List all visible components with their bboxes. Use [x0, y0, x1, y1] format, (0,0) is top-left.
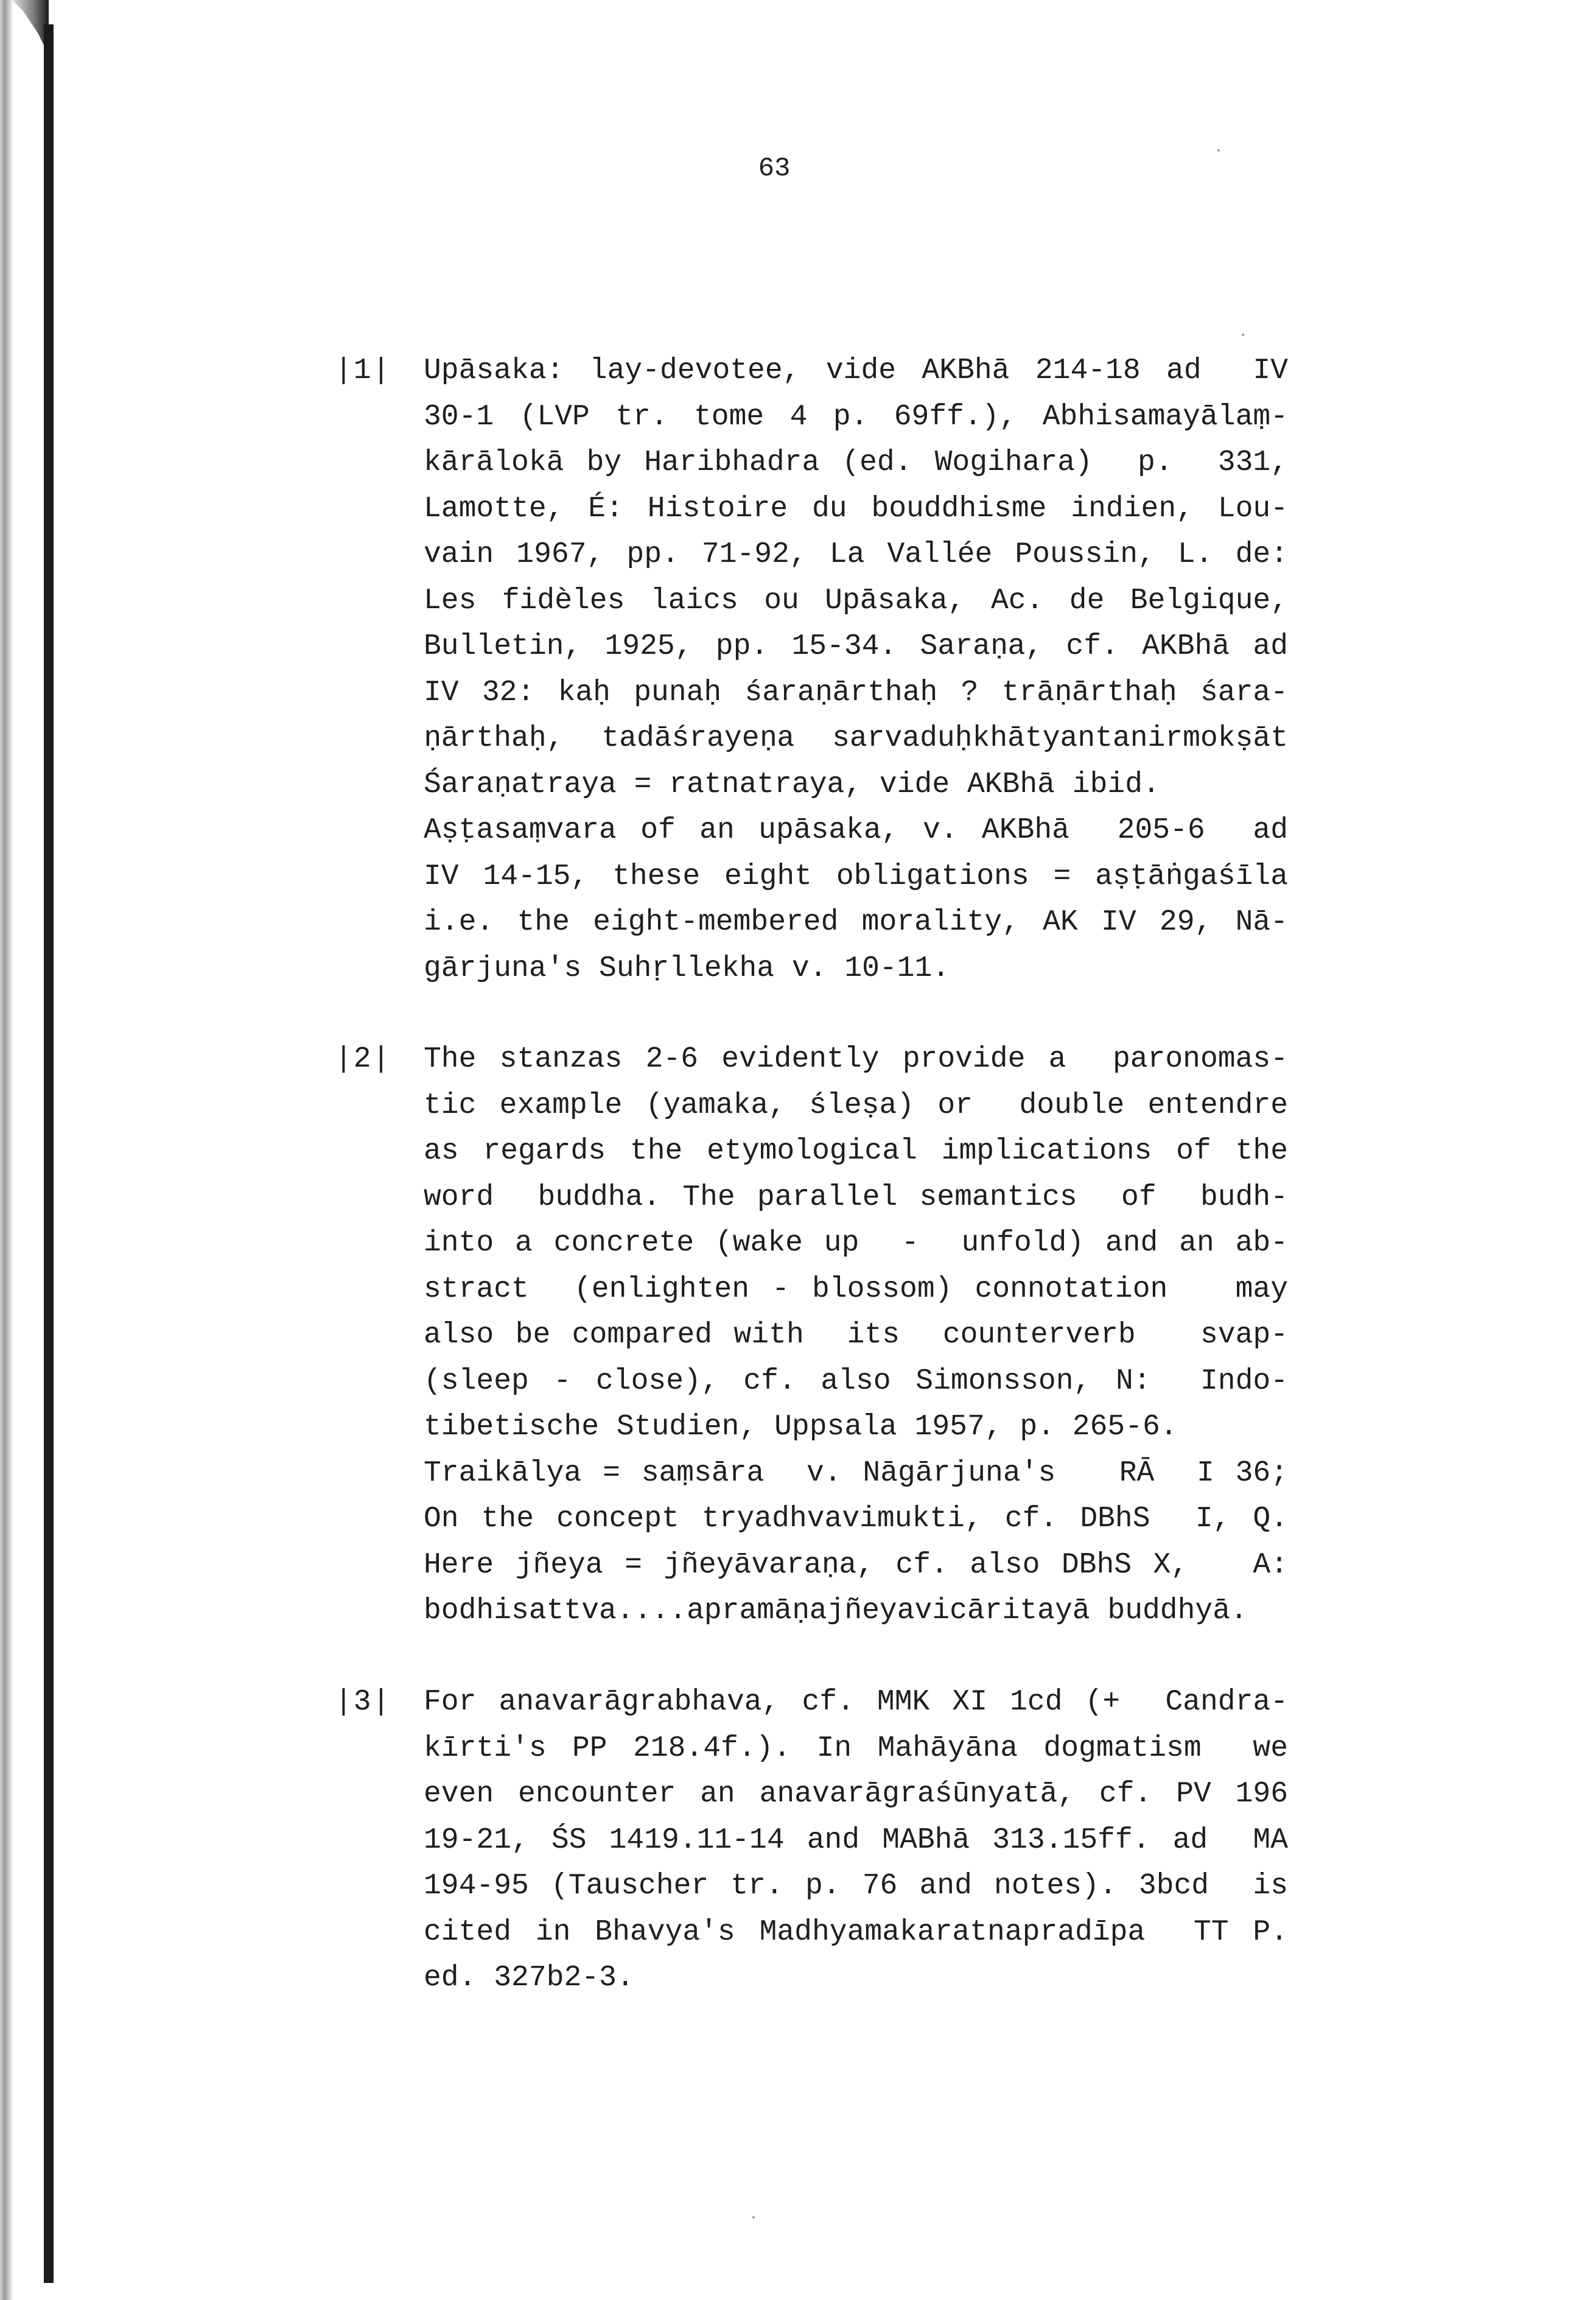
- text-line: IV 14-15, these eight obligations = aṣṭāṅgaśīla: [424, 860, 1288, 893]
- text-line: kīrti's PP 218.4f.). In Mahāyāna dogmatism we: [424, 1731, 1288, 1765]
- footnote-marker: |2|: [335, 1043, 391, 1076]
- binding-edge: [0, 0, 13, 2300]
- text-line: ṇārthaḥ, tadāśrayeṇa sarvaduḥkhātyantanirmokṣāt: [424, 722, 1288, 755]
- text-line: Bulletin, 1925, pp. 15-34. Saraṇa, cf. AKBhā ad: [424, 630, 1288, 663]
- scan-speck: [1242, 334, 1244, 336]
- footnote-marker: |1|: [335, 354, 391, 387]
- text-line: cited in Bhavya's Madhyamakaratnapradīpa TT P.: [424, 1915, 1288, 1949]
- text-line: stract (enlighten - blossom) connotation may: [424, 1272, 1288, 1306]
- text-line: 30-1 (LVP tr. tome 4 p. 69ff.), Abhisamayālaṃ-: [424, 400, 1288, 433]
- text-line: 194-95 (Tauscher tr. p. 76 and notes). 3bcd is: [424, 1870, 1288, 1902]
- text-line: even encounter an anavarāgraśūnyatā, cf. PV 196: [424, 1778, 1288, 1811]
- footnote-text: [424, 1680, 1288, 2002]
- text-line: On the concept tryadhvavimukti, cf. DBhS I, Q.: [424, 1502, 1288, 1535]
- text-line: ed. 327b2-3.: [424, 1962, 634, 1994]
- scan-speck: [1217, 149, 1220, 152]
- text-line: tic example (yamaka, śleṣa) or double entendre: [424, 1089, 1288, 1122]
- footnote-marker: |3|: [335, 1686, 391, 1719]
- text-line: (sleep - close), cf. also Simonsson, N: Indo-: [424, 1364, 1288, 1398]
- text-line: IV 32: kaḥ punaḥ śaraṇārthaḥ ? trāṇārthaḥ śara-: [424, 676, 1288, 709]
- text-line: word buddha. The parallel semantics of budh-: [424, 1180, 1288, 1214]
- text-line: bodhisattva....apramāṇajñeyavicāritayā buddhyā.: [424, 1594, 1248, 1627]
- text-line: tibetische Studien, Uppsala 1957, p. 265-6.: [424, 1411, 1178, 1443]
- page-number: 63: [758, 153, 791, 184]
- scan-speck: [752, 2216, 755, 2218]
- text-line: gārjuna's Suhṛllekha v. 10-11.: [424, 952, 950, 985]
- text-line: Traikālya = saṃsāra v. Nāgārjuna's RĀ I 36;: [424, 1456, 1288, 1490]
- binding-shadow: [12, 0, 49, 55]
- text-line: Aṣṭasaṃvara of an upāsaka, v. AKBhā 205-6 ad: [424, 814, 1288, 847]
- text-line: Upāsaka: lay-devotee, vide AKBhā 214-18 ad IV: [424, 354, 1288, 387]
- text-line: i.e. the eight-membered morality, AK IV 29, Nā-: [424, 906, 1288, 939]
- text-line: The stanzas 2-6 evidently provide a paronomas-: [424, 1043, 1288, 1076]
- text-line: Lamotte, É: Histoire du bouddhisme indien, Lou-: [424, 492, 1288, 525]
- footnote-text: [424, 348, 1288, 992]
- text-line: 19-21, ŚS 1419.11-14 and MABhā 313.15ff. ad MA: [424, 1823, 1288, 1857]
- text-line: vain 1967, pp. 71-92, La Vallée Poussin, L. de:: [424, 538, 1288, 571]
- text-line: For anavarāgrabhava, cf. MMK XI 1cd (+ Candra-: [424, 1686, 1288, 1719]
- text-line: kārālokā by Haribhadra (ed. Wogihara) p. 331,: [424, 446, 1288, 479]
- text-line: Here jñeya = jñeyāvaraṇa, cf. also DBhS X, A:: [424, 1548, 1288, 1582]
- text-line: also be compared with its counterverb svap-: [424, 1319, 1288, 1352]
- text-line: into a concrete (wake up - unfold) and an ab-: [424, 1227, 1288, 1260]
- page-edge-line: [44, 24, 54, 2283]
- text-line: Les fidèles laics ou Upāsaka, Ac. de Belgique,: [424, 584, 1288, 617]
- text-line: as regards the etymological implications of the: [424, 1135, 1288, 1168]
- footnote-text: [424, 1037, 1288, 1635]
- text-line: Śaraṇatraya = ratnatraya, vide AKBhā ibid.: [424, 768, 1160, 801]
